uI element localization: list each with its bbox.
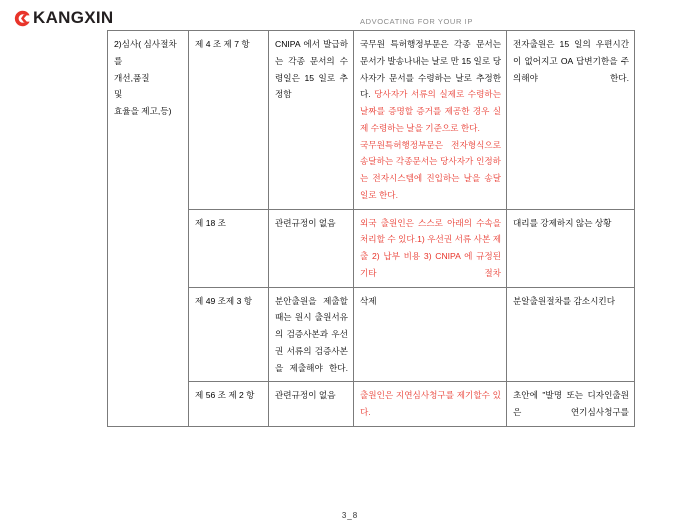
article-cell: 제 56 조 제 2 항: [189, 382, 269, 427]
revision-cell: 출원인은 지연심사청구를 제기할수 있다.: [354, 382, 507, 427]
category-line-2: 개선,품질 및: [114, 72, 150, 100]
kangxin-k-mark-icon: [14, 10, 31, 27]
article-cell: 제 18 조: [189, 209, 269, 287]
category-line-4: 효율을 제고,등): [114, 106, 172, 116]
page-header: [0, 8, 700, 32]
revision-cell: 삭제: [354, 287, 507, 382]
current-provision-cell: 분안출원을 제출할 때는 원시 출원서유의 검증사본과 우선권 서류의 검증사본을 제출해야 한다.: [269, 287, 354, 382]
comparison-table: [107, 30, 635, 427]
revision-paragraph-1: 국무원 특허행정부문은 각종 문서는 문서가 발송나내는 날로 만 15 일로 당사자가 문서를 수령하는 날로 추정한다. 당사자가 서류의 실제로 수령하는 날짜를 증명할 증거를 제공한 경우 실제 수령하는 날을 기준으로 한다.: [360, 39, 502, 133]
article-cell: 제 4 조 제 7 항: [189, 31, 269, 210]
current-provision-cell: CNIPA 에서 발급하는 각종 문서의 수령일은 15 일로 추정함: [269, 31, 354, 210]
table-row: [108, 31, 635, 210]
brand-tagline: ADVOCATING FOR YOUR IP: [360, 17, 473, 26]
current-provision-cell: 관련규정이 없음: [269, 209, 354, 287]
page-number: 3_8: [341, 511, 359, 520]
revision-paragraph-2: 국무원특허행정부문은 전자형식으로 송달하는 각종문서는 당사자가 인정하는 전자시스템에 진입하는 날을 송달일로 한다.: [360, 139, 501, 200]
brand-logo-text: KANGXIN: [33, 8, 114, 27]
article-cell: 제 49 조제 3 항: [189, 287, 269, 382]
brand-logo: [14, 8, 114, 28]
impact-cell: 초안에 "발명 또는 디자인출원은 연기심사청구를: [507, 382, 635, 427]
revision-cell: 외국 출원인은 스스로 아래의 수속을 처리할 수 있다.1) 우선권 서류 사본 제출 2) 납부 비용 3) CNIPA 에 규정된 기타 절차: [354, 209, 507, 287]
current-provision-cell: 관련규정이 없음: [269, 382, 354, 427]
impact-cell: 전자출원은 15 일의 우편시간이 없어지고 OA 답변기한을 주의해야 한다.: [507, 31, 635, 210]
revision-cell: [354, 31, 507, 210]
impact-cell: 분알출원절차를 감소시킨다: [507, 287, 635, 382]
category-cell: [108, 31, 189, 427]
impact-cell: 대리를 강제하지 않는 상황: [507, 209, 635, 287]
category-line-1: 2)심사( 심사절차를: [114, 39, 177, 66]
